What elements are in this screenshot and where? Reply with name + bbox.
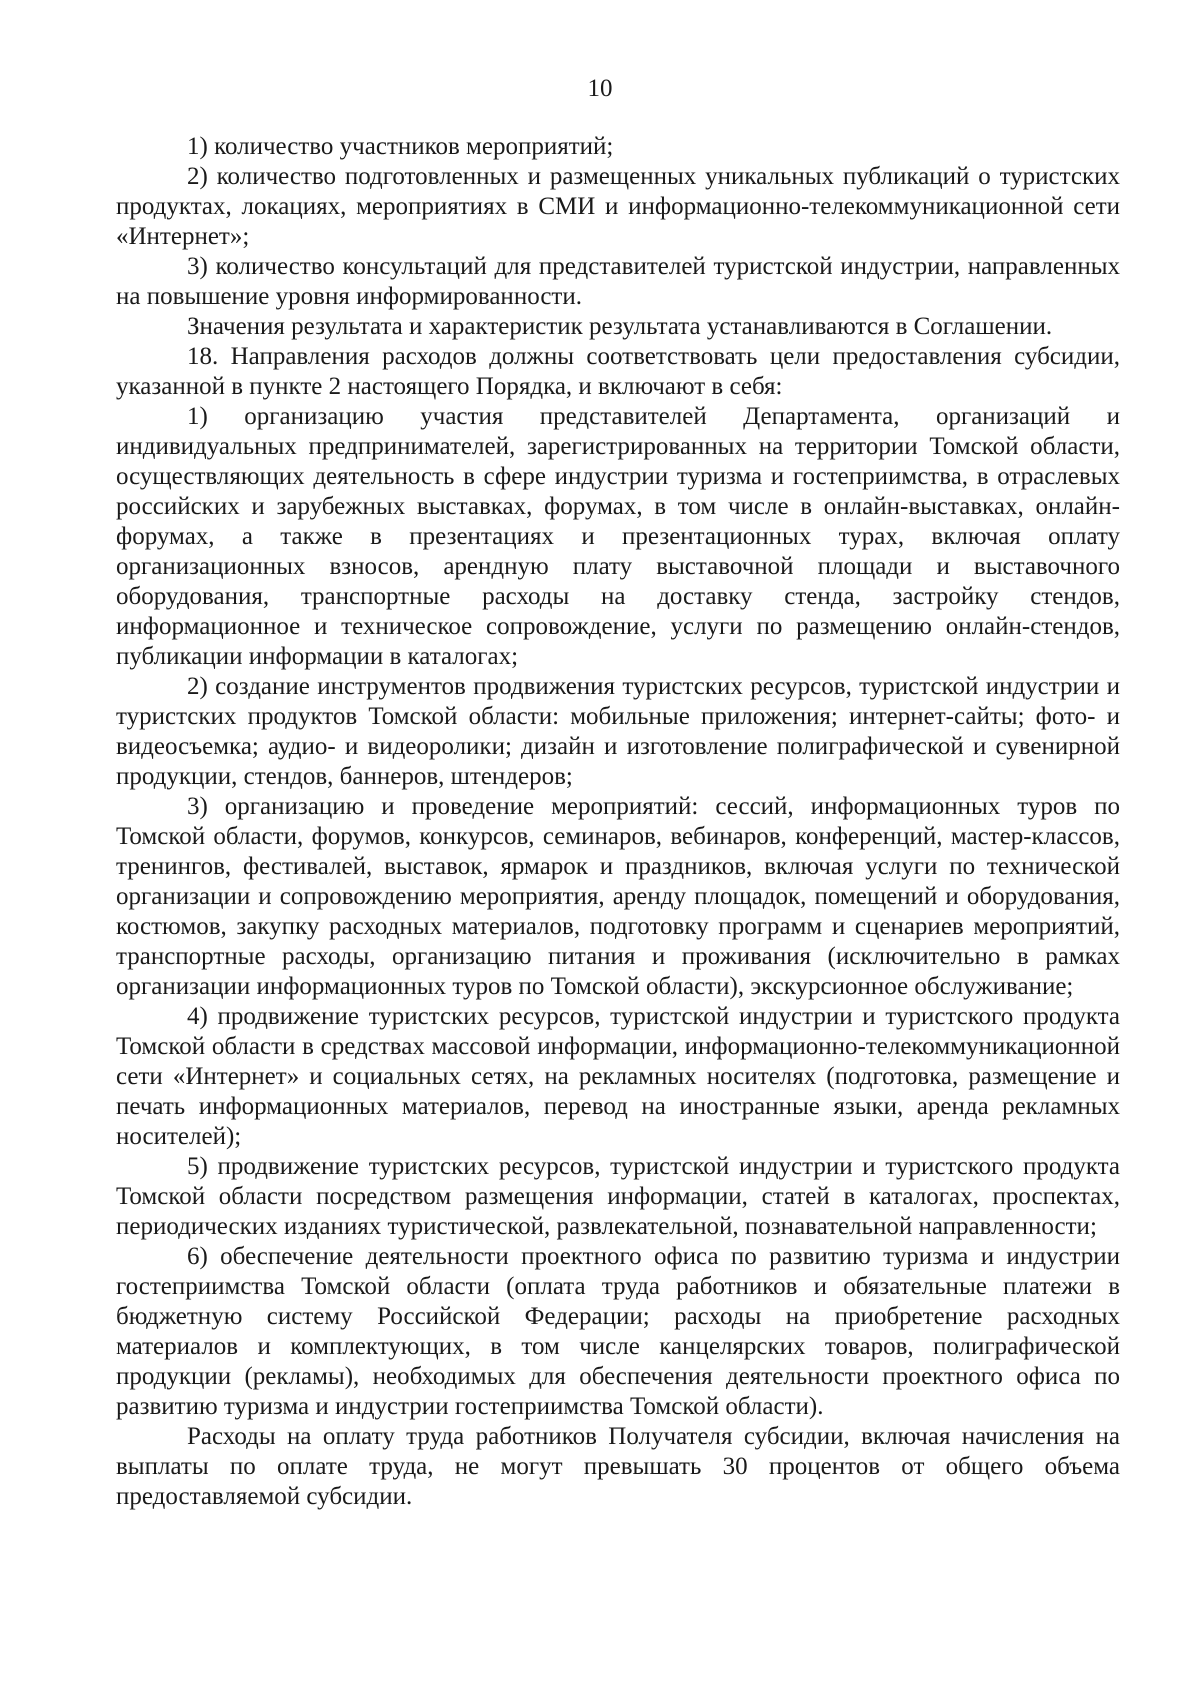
paragraph-expense-2: 2) создание инструментов продвижения туристских ресурсов, туристской индустрии и туристских продуктов Томской области: мобильные приложения; интернет-сайты; фото- и видеосъемка; аудио- и видеоролики; дизайн и изготовление полиграфической и сувенирной продукции, стендов, баннеров, штендеров;: [116, 673, 1120, 790]
paragraph-labor-cost-limit: Расходы на оплату труда работников Получателя субсидии, включая начисления на выплаты по оплате труда, не могут превышать 30 процентов от общего объема предоставляемой субсидии.: [116, 1423, 1120, 1510]
paragraph-section-18: 18. Направления расходов должны соответствовать цели предоставления субсидии, указанной в пункте 2 настоящего Порядка, и включают в себя:: [116, 343, 1120, 400]
paragraph-result-consultations: 3) количество консультаций для представителей туристской индустрии, направленных на повышение уровня информированности.: [116, 253, 1120, 310]
paragraph-expense-4: 4) продвижение туристских ресурсов, туристской индустрии и туристского продукта Томской области в средствах массовой информации, информационно-телекоммуникационной сети «Интернет» и социальных сетях, на рекламных носителях (подготовка, размещение и печать информационных материалов, перевод на иностранные языки, аренда рекламных носителей);: [116, 1003, 1120, 1150]
paragraph-expense-1: 1) организацию участия представителей Департамента, организаций и индивидуальных предпринимателей, зарегистрированных на территории Томской области, осуществляющих деятельность в сфере индустрии туризма и гостеприимства, в отраслевых российских и зарубежных выставках, форумах, в том числе в онлайн-выставках, онлайн-форумах, а также в презентациях и презентационных турах, включая оплату организационных взносов, арендную плату выставочной площади и выставочного оборудования, транспортные расходы на доставку стенда, застройку стендов, информационное и техническое сопровождение, услуги по размещению онлайн-стендов, публикации информации в каталогах;: [116, 403, 1120, 670]
paragraph-expense-5: 5) продвижение туристских ресурсов, туристской индустрии и туристского продукта Томской области посредством размещения информации, статей в каталогах, проспектах, периодических изданиях туристической, развлекательной, познавательной направленности;: [116, 1153, 1120, 1240]
paragraph-expense-6: 6) обеспечение деятельности проектного офиса по развитию туризма и индустрии гостеприимства Томской области (оплата труда работников и обязательные платежи в бюджетную систему Российской Федерации; расходы на приобретение расходных материалов и комплектующих, в том числе канцелярских товаров, полиграфической продукции (рекламы), необходимых для обеспечения деятельности проектного офиса по развитию туризма и индустрии гостеприимства Томской области).: [116, 1243, 1120, 1420]
paragraph-result-publications: 2) количество подготовленных и размещенных уникальных публикаций о туристских продуктах, локациях, мероприятиях в СМИ и информационно-телекоммуникационной сети «Интернет»;: [116, 163, 1120, 250]
page-number: 10: [587, 75, 613, 102]
paragraph-result-values: Значения результата и характеристик результата устанавливаются в Соглашении.: [187, 313, 1053, 340]
document-body: [116, 132, 1120, 1512]
paragraph-result-participants: 1) количество участников мероприятий;: [187, 133, 614, 160]
paragraph-expense-3: 3) организацию и проведение мероприятий: сессий, информационных туров по Томской области, форумов, конкурсов, семинаров, вебинаров, конференций, мастер-классов, тренингов, фестивалей, выставок, ярмарок и праздников, включая услуги по технической организации и сопровождению мероприятия, аренду площадок, помещений и оборудования, костюмов, закупку расходных материалов, подготовку программ и сценариев мероприятий, транспортные расходы, организацию питания и проживания (исключительно в рамках организации информационных туров по Томской области), экскурсионное обслуживание;: [116, 793, 1120, 1000]
